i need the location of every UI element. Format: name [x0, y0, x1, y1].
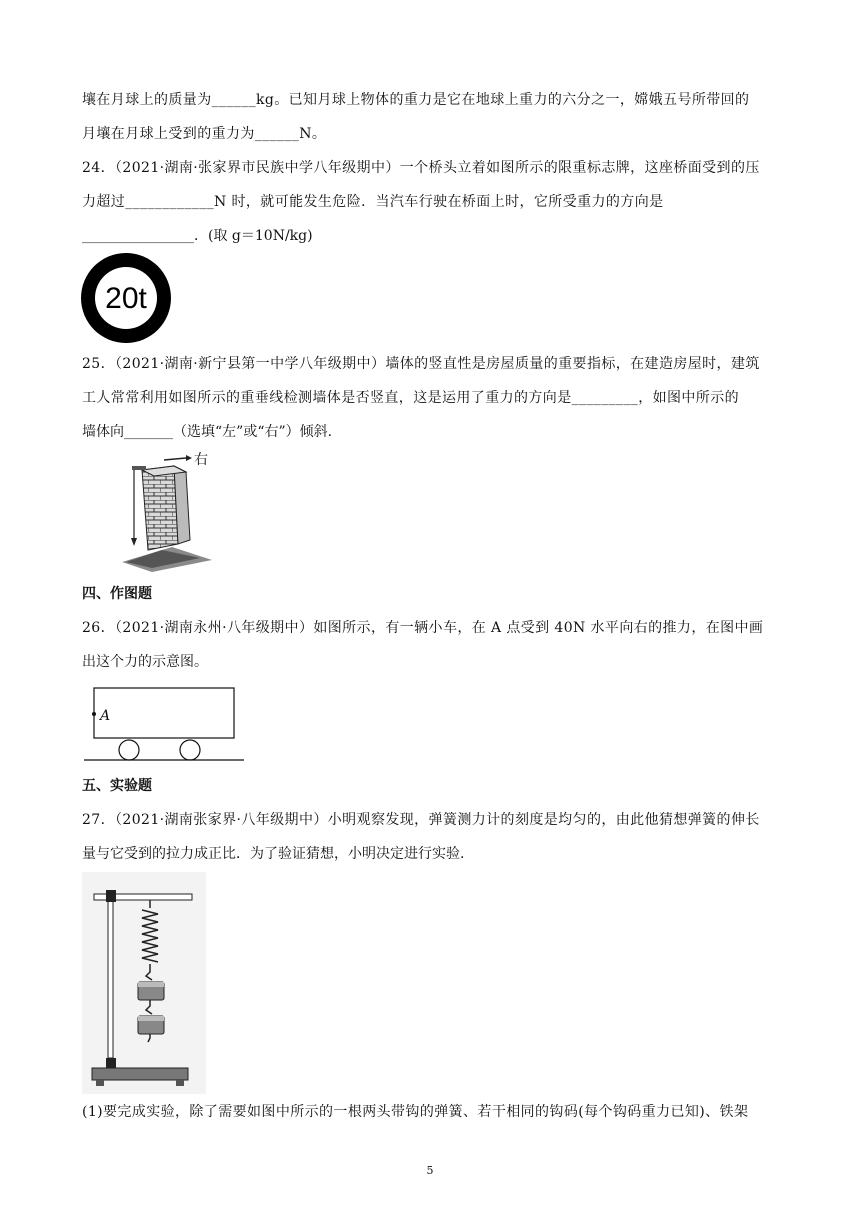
point-a-label: A	[100, 708, 111, 724]
text-line-1: 壤在月球上的质量为______kg。已知月球上物体的重力是它在地球上重力的六分之一，嫦娥五号所带回的	[82, 92, 750, 108]
sign-text: 20t	[105, 282, 147, 315]
question-24-line-1: 24．（2021·湖南·张家界市民族中学八年级期中）一个桥头立着如图所示的限重标志牌，这座桥面受到的压	[82, 160, 760, 176]
question-27-line-2: 量与它受到的拉力成正比．为了验证猜想，小明决定进行实验.	[82, 846, 465, 862]
question-26-line-2: 出这个力的示意图。	[82, 654, 208, 670]
question-27-line-1: 27．（2021·湖南张家界·八年级期中）小明观察发现，弹簧测力计的刻度是均匀的，由此他猜想弹簧的伸长	[82, 812, 760, 828]
section-heading-drawing: 四、作图题	[82, 586, 152, 602]
cart-figure	[84, 684, 244, 764]
page-number: 5	[426, 1164, 434, 1177]
question-24-line-3: ________________．(取 g＝10N/kg)	[82, 228, 313, 244]
question-25-line-1: 25．（2021·湖南·新宁县第一中学八年级期中）墙体的竖直性是房屋质量的重要指标，在建造房屋时，建筑	[82, 356, 760, 372]
question-25-line-2: 工人常常利用如图所示的重垂线检测墙体是否竖直，这是运用了重力的方向是_________，如图中所示的	[82, 390, 739, 406]
question-25-line-3: 墙体向_______（选填“左”或“右”）倾斜.	[82, 424, 333, 440]
text-line-2: 月壤在月球上受到的重力为______N。	[82, 126, 327, 142]
question-26-line-1: 26．（2021·湖南永州·八年级期中）如图所示，有一辆小车，在 A 点受到 40N 水平向右的推力，在图中画	[82, 620, 764, 636]
spring-stand-figure	[82, 872, 206, 1094]
section-heading-experiment: 五、实验题	[82, 778, 152, 794]
weight-limit-sign	[80, 252, 172, 344]
brick-wall-figure	[112, 452, 222, 572]
question-24-line-2: 力超过____________N 时，就可能发生危险．当汽车行驶在桥面上时，它所受重力的方向是	[82, 194, 664, 210]
direction-label: 右	[194, 452, 208, 468]
question-27-part-1: (1)要完成实验，除了需要如图中所示的一根两头带钩的弹簧、若干相同的钩码(每个钩码重力已知)、铁架	[82, 1104, 749, 1120]
